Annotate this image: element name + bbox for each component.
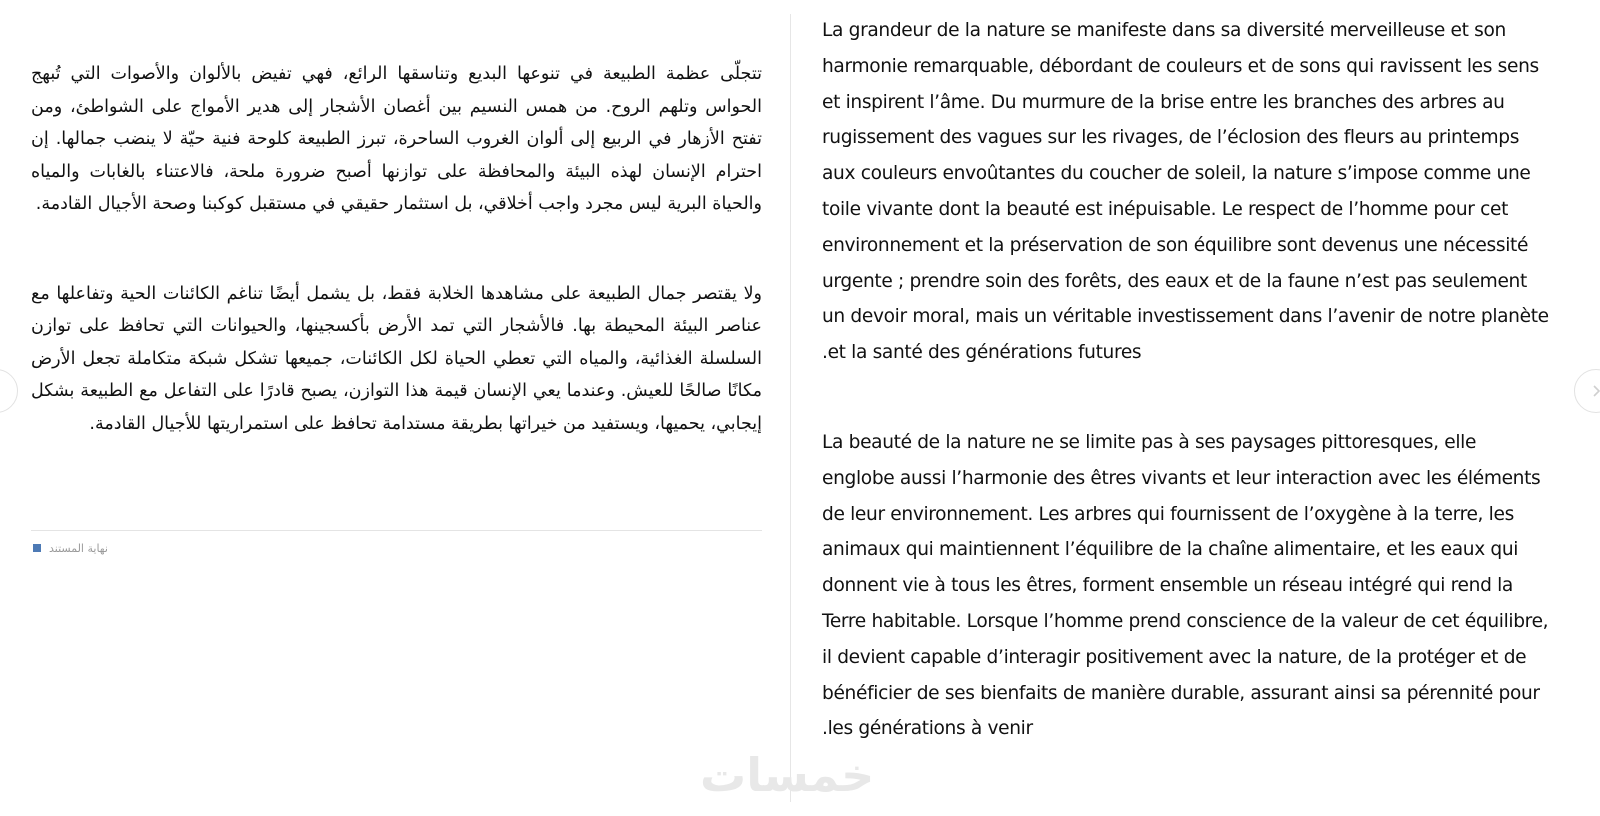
- french-text-column: [822, 13, 1552, 747]
- document-end-label: نهاية المستند: [49, 541, 108, 555]
- french-paragraph: La beauté de la nature ne se limite pas à ses paysages pittoresques, elle englobe aussi l’harmonie des êtres vivants et leur interaction avec les éléments de leur environnement. Les arbres qui fournissent de l’oxygène à la terre, les animaux qui maintiennent l’équilibre de la chaîne alimentaire, et les eaux qui donnent vie à tous les êtres, forment ensemble un réseau intégré qui rend la Terre habitable. Lorsque l’homme prend conscience de la valeur de cet équilibre, il devient capable d’interagir positivement avec la nature, de la protéger et de bénéficier de ses bienfaits de manière durable, assurant ainsi sa pérennité pour les générations à venir.: [822, 431, 1549, 740]
- chevron-left-icon: [0, 384, 3, 398]
- french-paragraph: La grandeur de la nature se manifeste dans sa diversité merveilleuse et son harmonie remarquable, débordant de couleurs et de sons qui ravissent les sens et inspirent l’âme. Du murmure de la brise entre les branches des arbres au rugissement des vagues sur les rivages, de l’éclosion des fleurs au printemps aux couleurs envoûtantes du coucher de soleil, la nature s’impose comme une toile vivante dont la beauté est inépuisable. Le respect de l’homme pour cet environnement et la préservation de son équilibre sont devenus une nécessité urgente ; prendre soin des forêts, des eaux et de la faune n’est pas seulement un devoir moral, mais un véritable investissement dans l’avenir de notre planète et la santé des générations futures.: [822, 20, 1549, 364]
- arabic-paragraph: ولا يقتصر جمال الطبيعة على مشاهدها الخلابة فقط، بل يشمل أيضًا تناغم الكائنات الحية وتفاعلها مع عناصر البيئة المحيطة بها. فالأشجار التي تمد الأرض بأكسجينها، والحيوانات التي تحافظ على توازن السلسلة الغذائية، والمياه التي تعطي الحياة لكل الكائنات، جميعها تشكل شبكة متكاملة تجعل الأرض مكانًا صالحًا للعيش. وعندما يعي الإنسان قيمة هذا التوازن، يصبح قادرًا على التفاعل مع الطبيعة بشكل إيجابي، يحميها، ويستفيد من خيراتها بطريقة مستدامة تحافظ على استمراريتها للأجيال القادمة.: [31, 283, 762, 434]
- watermark-logo: خمسات: [700, 748, 875, 802]
- previous-page-button[interactable]: [0, 369, 18, 413]
- document-end-rule: [31, 530, 762, 531]
- arabic-paragraph: تتجلّى عظمة الطبيعة في تنوعها البديع وتناسقها الرائع، فهي تفيض بالألوان والأصوات التي تُبهج الحواس وتلهم الروح. من همس النسيم بين أغصان الأشجار إلى هدير الأمواج على الشواطئ، ومن تفتح الأزهار في الربيع إلى ألوان الغروب الساحرة، تبرز الطبيعة كلوحة فنية حيّة لا ينضب جمالها. إن احترام الإنسان لهذه البيئة والمحافظة على توازنها أصبح ضرورة ملحة، فالاعتناء بالغابات والمياه والحياة البرية ليس مجرد واجب أخلاقي، بل استثمار حقيقي في مستقبل كوكبنا وصحة الأجيال القادمة.: [31, 64, 762, 214]
- document-end-marker: [33, 540, 108, 556]
- column-divider: [790, 14, 791, 802]
- end-square-icon: [33, 544, 41, 552]
- arabic-text-column: [31, 58, 762, 440]
- next-page-button[interactable]: [1574, 369, 1600, 413]
- chevron-right-icon: [1589, 384, 1600, 398]
